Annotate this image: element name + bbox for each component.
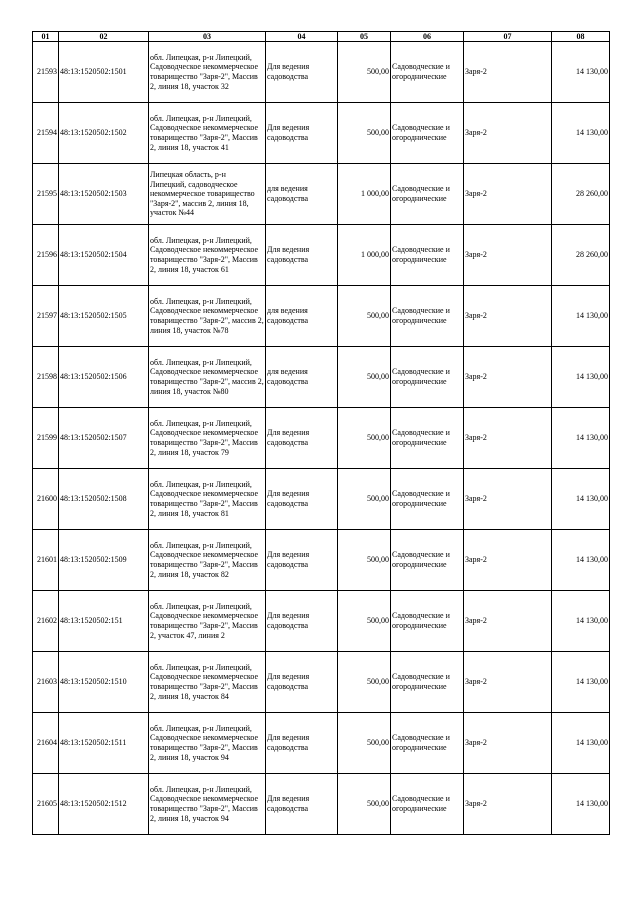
permitted-use-cell: Для ведения садоводства <box>266 713 338 774</box>
table-header <box>33 32 610 42</box>
table-row <box>33 469 610 530</box>
address-text: обл. Липецкая, р-н Липецкий, Садоводческое некоммерческое товарищество "Заря-2", Массив 2, линия 18, участок 61 <box>150 235 259 274</box>
cadastral-value-cell: 14 130,00 <box>552 408 610 469</box>
category-cell: Садоводческие и огороднические <box>391 591 464 652</box>
cadastral-number-cell: 48:13:1520502:1510 <box>59 652 149 713</box>
land-registry-table <box>32 31 610 835</box>
address-cell <box>149 530 266 591</box>
address-text: обл. Липецкая, р-н Липецкий, Садоводческое некоммерческое товарищество "Заря-2", Массив 2, линия 18, участок 32 <box>150 52 259 91</box>
area-cell: 500,00 <box>338 408 391 469</box>
zone-cell: Заря-2 <box>464 530 552 591</box>
area-cell: 500,00 <box>338 347 391 408</box>
zone-cell: Заря-2 <box>464 103 552 164</box>
area-cell: 500,00 <box>338 652 391 713</box>
zone-cell: Заря-2 <box>464 774 552 835</box>
address-cell <box>149 408 266 469</box>
row-number-cell: 21593 <box>33 42 59 103</box>
category-cell: Садоводческие и огороднические <box>391 469 464 530</box>
column-header-07: 07 <box>464 32 552 42</box>
column-header-06: 06 <box>391 32 464 42</box>
category-cell: Садоводческие и огороднические <box>391 347 464 408</box>
header-row <box>33 32 610 42</box>
table-row <box>33 164 610 225</box>
cadastral-value-cell: 28 260,00 <box>552 225 610 286</box>
cadastral-number-cell: 48:13:1520502:1504 <box>59 225 149 286</box>
address-cell <box>149 225 266 286</box>
zone-cell: Заря-2 <box>464 347 552 408</box>
row-number-cell: 21597 <box>33 286 59 347</box>
category-cell: Садоводческие и огороднические <box>391 103 464 164</box>
cadastral-value-cell: 28 260,00 <box>552 164 610 225</box>
area-cell: 1 000,00 <box>338 225 391 286</box>
area-cell: 500,00 <box>338 103 391 164</box>
area-cell: 500,00 <box>338 286 391 347</box>
area-cell: 500,00 <box>338 530 391 591</box>
cadastral-number-cell: 48:13:1520502:1511 <box>59 713 149 774</box>
column-header-03: 03 <box>149 32 266 42</box>
zone-cell: Заря-2 <box>464 225 552 286</box>
permitted-use-cell: для ведения садоводства <box>266 347 338 408</box>
column-header-05: 05 <box>338 32 391 42</box>
address-text: обл. Липецкая, р-н Липецкий, Садоводческое некоммерческое товарищество "Заря-2", Массив 2, участок 47, линия 2 <box>150 601 259 640</box>
row-number-cell: 21603 <box>33 652 59 713</box>
row-number-cell: 21601 <box>33 530 59 591</box>
cadastral-value-cell: 14 130,00 <box>552 42 610 103</box>
address-cell <box>149 774 266 835</box>
table-row <box>33 530 610 591</box>
zone-cell: Заря-2 <box>464 469 552 530</box>
cadastral-value-cell: 14 130,00 <box>552 469 610 530</box>
address-text: Липецкая область, р-н Липецкий, садоводческое некоммерческое товарищество "Заря-2", массив 2, линия 18, участок №44 <box>150 170 255 218</box>
address-cell <box>149 164 266 225</box>
row-number-cell: 21602 <box>33 591 59 652</box>
cadastral-number-cell: 48:13:1520502:151 <box>59 591 149 652</box>
cadastral-value-cell: 14 130,00 <box>552 774 610 835</box>
permitted-use-cell: Для ведения садоводства <box>266 774 338 835</box>
category-cell: Садоводческие и огороднические <box>391 774 464 835</box>
category-cell: Садоводческие и огороднические <box>391 530 464 591</box>
zone-cell: Заря-2 <box>464 164 552 225</box>
table-row <box>33 713 610 774</box>
cadastral-number-cell: 48:13:1520502:1508 <box>59 469 149 530</box>
zone-cell: Заря-2 <box>464 652 552 713</box>
permitted-use-cell: Для ведения садоводства <box>266 42 338 103</box>
row-number-cell: 21596 <box>33 225 59 286</box>
column-header-02: 02 <box>59 32 149 42</box>
category-cell: Садоводческие и огороднические <box>391 42 464 103</box>
table-row <box>33 42 610 103</box>
row-number-cell: 21594 <box>33 103 59 164</box>
cadastral-value-cell: 14 130,00 <box>552 530 610 591</box>
category-cell: Садоводческие и огороднические <box>391 408 464 469</box>
category-cell: Садоводческие и огороднические <box>391 652 464 713</box>
address-text: обл. Липецкая, р-н Липецкий, Садоводческое некоммерческое товарищество "Заря-2", Массив 2, линия 18, участок 84 <box>150 662 259 701</box>
address-text: обл. Липецкая, р-н Липецкий, Садоводческое некоммерческое товарищество "Заря-2", Массив 2, линия 18, участок 81 <box>150 479 259 518</box>
row-number-cell: 21605 <box>33 774 59 835</box>
permitted-use-cell: Для ведения садоводства <box>266 530 338 591</box>
row-number-cell: 21595 <box>33 164 59 225</box>
cadastral-value-cell: 14 130,00 <box>552 713 610 774</box>
address-text: обл. Липецкая, р-н Липецкий, Садоводческое некоммерческое товарищество "Заря-2", массив 2, линия 18, участок №78 <box>150 296 264 335</box>
table-row <box>33 774 610 835</box>
cadastral-number-cell: 48:13:1520502:1505 <box>59 286 149 347</box>
address-cell <box>149 42 266 103</box>
area-cell: 500,00 <box>338 42 391 103</box>
address-cell <box>149 286 266 347</box>
address-cell <box>149 713 266 774</box>
area-cell: 500,00 <box>338 774 391 835</box>
address-cell <box>149 652 266 713</box>
table-row <box>33 652 610 713</box>
address-text: обл. Липецкая, р-н Липецкий, Садоводческое некоммерческое товарищество "Заря-2", Массив 2, линия 18, участок 41 <box>150 113 259 152</box>
zone-cell: Заря-2 <box>464 286 552 347</box>
permitted-use-cell: Для ведения садоводства <box>266 225 338 286</box>
cadastral-number-cell: 48:13:1520502:1509 <box>59 530 149 591</box>
column-header-01: 01 <box>33 32 59 42</box>
column-header-04: 04 <box>266 32 338 42</box>
area-cell: 500,00 <box>338 713 391 774</box>
zone-cell: Заря-2 <box>464 408 552 469</box>
area-cell: 1 000,00 <box>338 164 391 225</box>
address-text: обл. Липецкая, р-н Липецкий, Садоводческое некоммерческое товарищество "Заря-2", Массив 2, линия 18, участок 82 <box>150 540 259 579</box>
cadastral-value-cell: 14 130,00 <box>552 286 610 347</box>
permitted-use-cell: Для ведения садоводства <box>266 103 338 164</box>
row-number-cell: 21599 <box>33 408 59 469</box>
address-cell <box>149 469 266 530</box>
cadastral-number-cell: 48:13:1520502:1506 <box>59 347 149 408</box>
table-row <box>33 591 610 652</box>
cadastral-number-cell: 48:13:1520502:1507 <box>59 408 149 469</box>
category-cell: Садоводческие и огороднические <box>391 225 464 286</box>
row-number-cell: 21598 <box>33 347 59 408</box>
category-cell: Садоводческие и огороднические <box>391 286 464 347</box>
cadastral-value-cell: 14 130,00 <box>552 591 610 652</box>
address-text: обл. Липецкая, р-н Липецкий, Садоводческое некоммерческое товарищество "Заря-2", Массив 2, линия 18, участок 94 <box>150 723 259 762</box>
area-cell: 500,00 <box>338 591 391 652</box>
table-row <box>33 286 610 347</box>
table-body <box>33 42 610 835</box>
table-row <box>33 225 610 286</box>
table-row <box>33 347 610 408</box>
column-header-08: 08 <box>552 32 610 42</box>
area-cell: 500,00 <box>338 469 391 530</box>
permitted-use-cell: Для ведения садоводства <box>266 591 338 652</box>
category-cell: Садоводческие и огороднические <box>391 713 464 774</box>
zone-cell: Заря-2 <box>464 591 552 652</box>
cadastral-number-cell: 48:13:1520502:1503 <box>59 164 149 225</box>
category-cell: Садоводческие и огороднические <box>391 164 464 225</box>
zone-cell: Заря-2 <box>464 42 552 103</box>
permitted-use-cell: Для ведения садоводства <box>266 408 338 469</box>
cadastral-value-cell: 14 130,00 <box>552 652 610 713</box>
address-cell <box>149 103 266 164</box>
permitted-use-cell: Для ведения садоводства <box>266 469 338 530</box>
address-cell <box>149 591 266 652</box>
table-row <box>33 408 610 469</box>
table-row <box>33 103 610 164</box>
address-text: обл. Липецкая, р-н Липецкий, Садоводческое некоммерческое товарищество "Заря-2", массив 2, линия 18, участок №80 <box>150 357 264 396</box>
cadastral-value-cell: 14 130,00 <box>552 347 610 408</box>
cadastral-value-cell: 14 130,00 <box>552 103 610 164</box>
permitted-use-cell: для ведения садоводства <box>266 286 338 347</box>
cadastral-number-cell: 48:13:1520502:1502 <box>59 103 149 164</box>
address-text: обл. Липецкая, р-н Липецкий, Садоводческое некоммерческое товарищество "Заря-2", Массив 2, линия 18, участок 94 <box>150 784 259 823</box>
row-number-cell: 21600 <box>33 469 59 530</box>
permitted-use-cell: Для ведения садоводства <box>266 652 338 713</box>
address-cell <box>149 347 266 408</box>
cadastral-number-cell: 48:13:1520502:1512 <box>59 774 149 835</box>
zone-cell: Заря-2 <box>464 713 552 774</box>
cadastral-number-cell: 48:13:1520502:1501 <box>59 42 149 103</box>
row-number-cell: 21604 <box>33 713 59 774</box>
address-text: обл. Липецкая, р-н Липецкий, Садоводческое некоммерческое товарищество "Заря-2", Массив 2, линия 18, участок 79 <box>150 418 259 457</box>
permitted-use-cell: для ведения садоводства <box>266 164 338 225</box>
